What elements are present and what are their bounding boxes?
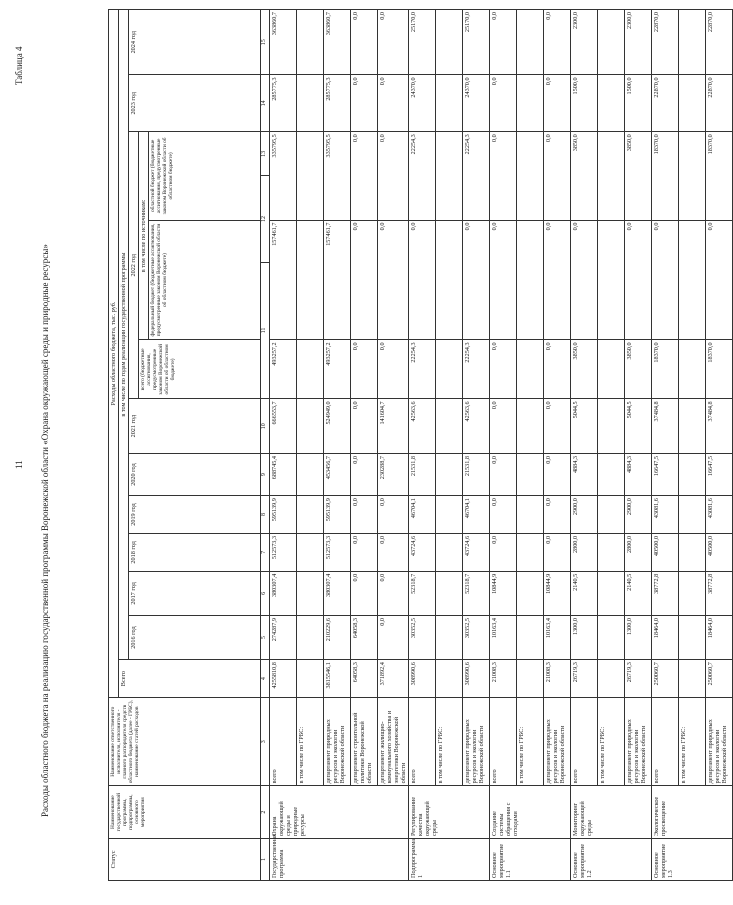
table-row xyxy=(706,10,733,881)
row-value xyxy=(297,340,324,399)
row-executor: департамент природных ресурсов и экологии Воронежской области xyxy=(625,698,652,786)
row-value: 0,0 xyxy=(378,571,409,615)
row-value: 3815546,1 xyxy=(324,660,351,698)
row-value xyxy=(517,533,544,571)
row-value xyxy=(517,571,544,615)
row-value xyxy=(517,660,544,698)
row-value: 493257,2 xyxy=(270,340,297,399)
row-value: 0,0 xyxy=(544,399,571,454)
row-value: 0,0 xyxy=(490,496,517,534)
row-value xyxy=(297,132,324,220)
row-value: 274287,9 xyxy=(270,615,297,659)
row-value xyxy=(436,220,463,340)
row-value: 3850,0 xyxy=(571,340,598,399)
row-value: 0,0 xyxy=(544,496,571,534)
row-value: 512573,3 xyxy=(270,533,297,571)
year-2019: 2019 год xyxy=(129,496,261,534)
row-value: 0,0 xyxy=(351,10,378,75)
row-value xyxy=(297,496,324,534)
row-value xyxy=(436,340,463,399)
year-2020: 2020 год xyxy=(129,454,261,496)
row-value: 380307,4 xyxy=(270,571,297,615)
row-value xyxy=(517,220,544,340)
row-status: Государственная программа xyxy=(270,838,409,880)
row-value: 0,0 xyxy=(351,399,378,454)
row-value: 2140,5 xyxy=(571,571,598,615)
row-value: 37484,8 xyxy=(652,399,679,454)
row-value: 157461,7 xyxy=(270,220,297,340)
table-row xyxy=(652,10,679,881)
row-value: 30352,5 xyxy=(463,615,490,659)
row-value: 0,0 xyxy=(351,496,378,534)
row-value: 250060,7 xyxy=(706,660,733,698)
row-executor: всего xyxy=(409,698,436,786)
year-2017: 2017 год xyxy=(129,571,261,615)
row-value: 16647,5 xyxy=(652,454,679,496)
table-number: Таблица 4 xyxy=(14,46,24,85)
row-value: 25170,0 xyxy=(463,10,490,75)
row-value: 363860,7 xyxy=(324,10,351,75)
row-value: 0,0 xyxy=(351,571,378,615)
header-row-1 xyxy=(109,10,119,881)
row-program-name: Охрана окружающей среды и природные ресурсы xyxy=(270,786,409,839)
row-value xyxy=(517,10,544,75)
row-executor: департамент природных ресурсов и экологии Воронежской области xyxy=(706,698,733,786)
row-value xyxy=(436,496,463,534)
row-value: 380307,4 xyxy=(324,571,351,615)
row-program-name: Мониторинг окружающей среды xyxy=(571,786,652,839)
year-2023: 2023 год xyxy=(129,75,261,132)
row-value: 0,0 xyxy=(571,220,598,340)
row-value: 666553,7 xyxy=(270,399,297,454)
row-value: 2900,0 xyxy=(571,496,598,534)
row-value: 0,0 xyxy=(351,220,378,340)
header-executor: Наименование ответственного исполнителя, исполнителя - главного распорядителя средств областного бюджета (далее - ГРБС), наименование статей расходов xyxy=(109,698,261,786)
row-value xyxy=(436,660,463,698)
row-value: 21008,3 xyxy=(544,660,571,698)
row-value xyxy=(598,399,625,454)
row-value: 21008,3 xyxy=(490,660,517,698)
row-value xyxy=(679,399,706,454)
row-status: Подпрограмма 1 xyxy=(409,838,490,880)
index-row: 1 2 3 4 5 6 7 8 9 10 11 12 13 14 15 xyxy=(261,10,270,881)
row-value: 0,0 xyxy=(544,75,571,132)
row-value: 0,0 xyxy=(378,496,409,534)
row-value: 2300,0 xyxy=(625,10,652,75)
row-value: 0,0 xyxy=(378,220,409,340)
row-value: 4884,3 xyxy=(571,454,598,496)
row-value: 22254,3 xyxy=(409,340,436,399)
row-value: 64058,3 xyxy=(351,660,378,698)
table-row xyxy=(297,10,324,881)
row-value: 230288,7 xyxy=(378,454,409,496)
row-value: 43724,6 xyxy=(409,533,436,571)
row-value: 21531,8 xyxy=(463,454,490,496)
row-value xyxy=(436,399,463,454)
row-value xyxy=(598,571,625,615)
row-value xyxy=(436,10,463,75)
row-value: 0,0 xyxy=(378,75,409,132)
year-2024: 2024 год xyxy=(129,10,261,75)
header-2022-regional: областной бюджет (бюджетные ассигнования, предусмотренные законом Воронежской области об областном бюджете) xyxy=(149,132,261,220)
row-value: 18464,0 xyxy=(706,615,733,659)
header-total: Всего xyxy=(119,660,261,698)
row-value: 0,0 xyxy=(463,220,490,340)
row-value: 0,0 xyxy=(544,340,571,399)
row-value: 21531,8 xyxy=(409,454,436,496)
row-status: Основное мероприятие 1.2 xyxy=(571,838,652,880)
row-value: 0,0 xyxy=(490,454,517,496)
row-value: 43081,6 xyxy=(652,496,679,534)
row-value: 38772,8 xyxy=(652,571,679,615)
row-value xyxy=(297,10,324,75)
row-value: 335795,5 xyxy=(270,132,297,220)
row-value: 0,0 xyxy=(652,220,679,340)
row-value xyxy=(679,533,706,571)
year-2018: 2018 год xyxy=(129,533,261,571)
table-row xyxy=(351,10,378,881)
row-value: 0,0 xyxy=(351,132,378,220)
row-value: 0,0 xyxy=(544,220,571,340)
row-value: 30352,5 xyxy=(409,615,436,659)
row-value xyxy=(436,571,463,615)
row-value: 0,0 xyxy=(490,75,517,132)
row-value: 22870,0 xyxy=(652,75,679,132)
row-value: 10844,9 xyxy=(490,571,517,615)
row-value: 25170,0 xyxy=(409,10,436,75)
row-executor: в том числе по ГРБС: xyxy=(436,698,463,786)
row-value: 22870,0 xyxy=(706,10,733,75)
row-value: 0,0 xyxy=(490,533,517,571)
row-value xyxy=(598,75,625,132)
row-value xyxy=(297,454,324,496)
table-row xyxy=(490,10,517,881)
table-row xyxy=(270,10,297,881)
row-value: 16647,5 xyxy=(706,454,733,496)
row-value: 3850,0 xyxy=(571,132,598,220)
row-value: 2900,0 xyxy=(625,496,652,534)
row-value: 52318,7 xyxy=(409,571,436,615)
row-value xyxy=(679,340,706,399)
row-value: 371892,4 xyxy=(378,660,409,698)
row-value: 0,0 xyxy=(544,132,571,220)
row-status: Основное мероприятие 1.3 xyxy=(652,838,733,880)
row-status: Основное мероприятие 1.1 xyxy=(490,838,571,880)
row-value: 308990,6 xyxy=(409,660,436,698)
row-value: 24370,0 xyxy=(409,75,436,132)
row-executor: в том числе по ГРБС: xyxy=(517,698,544,786)
row-executor: в том числе по ГРБС: xyxy=(679,698,706,786)
row-value xyxy=(517,454,544,496)
row-value: 2800,0 xyxy=(625,533,652,571)
row-value: 285775,3 xyxy=(270,75,297,132)
row-value xyxy=(679,220,706,340)
row-value: 0,0 xyxy=(378,10,409,75)
row-value xyxy=(297,571,324,615)
row-value: 0,0 xyxy=(378,533,409,571)
year-2022: 2022 год xyxy=(129,132,139,399)
row-value xyxy=(598,496,625,534)
table-body xyxy=(270,10,733,881)
row-value: 0,0 xyxy=(378,615,409,659)
row-value: 26719,3 xyxy=(571,660,598,698)
row-value xyxy=(679,615,706,659)
row-value: 4884,3 xyxy=(625,454,652,496)
row-value: 0,0 xyxy=(378,132,409,220)
row-value: 10163,4 xyxy=(490,615,517,659)
row-value xyxy=(598,10,625,75)
row-value: 22254,3 xyxy=(463,340,490,399)
row-executor: всего xyxy=(490,698,517,786)
row-value: 5044,5 xyxy=(571,399,598,454)
row-value: 0,0 xyxy=(351,75,378,132)
table-row xyxy=(409,10,436,881)
row-value: 3850,0 xyxy=(625,132,652,220)
row-value xyxy=(598,220,625,340)
row-value: 22254,3 xyxy=(463,132,490,220)
row-value: 22870,0 xyxy=(652,10,679,75)
header-program-name: Наименование государственной программы, подпрограммы, основного мероприятия xyxy=(109,786,261,839)
row-value xyxy=(517,496,544,534)
row-value: 524949,0 xyxy=(324,399,351,454)
row-value: 493257,2 xyxy=(324,340,351,399)
row-value xyxy=(297,615,324,659)
row-value: 0,0 xyxy=(490,132,517,220)
row-value: 2300,0 xyxy=(571,10,598,75)
expenditure-table xyxy=(108,9,733,881)
table-row xyxy=(378,10,409,881)
header-by-years: в том числе по годам реализации государственной программы xyxy=(119,10,129,660)
row-value: 453456,7 xyxy=(324,454,351,496)
row-value: 10844,9 xyxy=(544,571,571,615)
header-expenses: Расходы областного бюджета, тыс. руб. xyxy=(109,10,119,698)
row-value: 0,0 xyxy=(625,220,652,340)
row-value: 37484,8 xyxy=(706,399,733,454)
table-row xyxy=(625,10,652,881)
row-executor: департамент природных ресурсов и экологии Воронежской области xyxy=(544,698,571,786)
row-value xyxy=(436,132,463,220)
row-value xyxy=(679,132,706,220)
row-value: 0,0 xyxy=(490,10,517,75)
table-row xyxy=(463,10,490,881)
row-value: 64058,3 xyxy=(351,615,378,659)
row-value xyxy=(297,399,324,454)
table-row xyxy=(598,10,625,881)
document-title: Расходы областного бюджета на реализацию государственной программы Воронежской области «Охрана окружающей среды и природные ресурсы» xyxy=(40,244,50,817)
row-value: 24370,0 xyxy=(463,75,490,132)
row-value: 26719,3 xyxy=(625,660,652,698)
row-value xyxy=(436,75,463,132)
row-value: 42563,6 xyxy=(409,399,436,454)
header-2022-total: всего (бюджетные ассигнования, предусмотренные законом Воронежской области об областном бюджете) xyxy=(139,340,261,399)
row-value: 18370,0 xyxy=(706,132,733,220)
row-value: 595139,9 xyxy=(324,496,351,534)
row-value xyxy=(517,132,544,220)
row-value: 0,0 xyxy=(351,533,378,571)
row-value: 0,0 xyxy=(490,340,517,399)
row-value xyxy=(598,615,625,659)
year-2021: 2021 год xyxy=(129,399,261,454)
page-number: 11 xyxy=(14,460,24,469)
row-value: 0,0 xyxy=(544,10,571,75)
row-value xyxy=(436,533,463,571)
row-value: 157461,7 xyxy=(324,220,351,340)
row-value: 141604,7 xyxy=(378,399,409,454)
row-value xyxy=(297,75,324,132)
row-value: 43081,6 xyxy=(706,496,733,534)
table-row xyxy=(571,10,598,881)
row-value: 3850,0 xyxy=(625,340,652,399)
row-value: 2800,0 xyxy=(571,533,598,571)
row-executor: в том числе по ГРБС: xyxy=(297,698,324,786)
row-value: 285775,3 xyxy=(324,75,351,132)
row-value: 308990,6 xyxy=(463,660,490,698)
row-value: 595139,9 xyxy=(270,496,297,534)
row-value xyxy=(598,454,625,496)
row-value: 1500,0 xyxy=(571,75,598,132)
row-value xyxy=(679,660,706,698)
row-value xyxy=(297,220,324,340)
row-value xyxy=(517,399,544,454)
row-executor: департамент строительной политики Воронежской области xyxy=(351,698,378,786)
row-executor: всего xyxy=(270,698,297,786)
row-value: 0,0 xyxy=(409,220,436,340)
row-value xyxy=(679,75,706,132)
header-2022-federal: федеральный бюджет (бюджетные ассигнования, предусмотренные законом Воронежской области об областном бюджете) xyxy=(149,220,261,340)
row-value: 46704,1 xyxy=(409,496,436,534)
row-value: 363860,7 xyxy=(270,10,297,75)
row-value: 4255810,8 xyxy=(270,660,297,698)
row-program-name: Регулирование качества окружающей среды xyxy=(409,786,490,839)
row-value: 43724,6 xyxy=(463,533,490,571)
row-value: 0,0 xyxy=(706,220,733,340)
row-executor: департамент природных ресурсов и экологии Воронежской области xyxy=(324,698,351,786)
row-value: 18370,0 xyxy=(652,132,679,220)
row-value: 18464,0 xyxy=(652,615,679,659)
row-value: 0,0 xyxy=(351,340,378,399)
row-value: 0,0 xyxy=(378,340,409,399)
row-value: 0,0 xyxy=(490,220,517,340)
row-value: 40500,0 xyxy=(652,533,679,571)
row-value xyxy=(436,615,463,659)
table-row xyxy=(324,10,351,881)
row-value xyxy=(679,10,706,75)
row-value: 22254,3 xyxy=(409,132,436,220)
row-value: 1500,0 xyxy=(625,75,652,132)
row-value xyxy=(679,496,706,534)
table-row xyxy=(679,10,706,881)
row-value xyxy=(598,132,625,220)
row-executor: всего xyxy=(571,698,598,786)
row-value xyxy=(679,454,706,496)
row-value: 210229,6 xyxy=(324,615,351,659)
row-executor: в том числе по ГРБС: xyxy=(598,698,625,786)
row-value: 0,0 xyxy=(544,533,571,571)
row-value: 18370,0 xyxy=(652,340,679,399)
row-value: 42563,6 xyxy=(463,399,490,454)
row-executor: всего xyxy=(652,698,679,786)
row-value xyxy=(297,533,324,571)
row-value xyxy=(598,660,625,698)
row-program-name: Создание системы обращения с отходами xyxy=(490,786,571,839)
row-value xyxy=(679,571,706,615)
row-value: 18370,0 xyxy=(706,340,733,399)
header-2022-incl-sources: в том числе по источникам: xyxy=(139,132,149,340)
row-value: 512573,3 xyxy=(324,533,351,571)
row-value: 40500,0 xyxy=(706,533,733,571)
row-value: 46704,1 xyxy=(463,496,490,534)
table-row xyxy=(436,10,463,881)
row-value: 250060,7 xyxy=(652,660,679,698)
row-value xyxy=(598,533,625,571)
row-value xyxy=(517,75,544,132)
row-value: 5044,5 xyxy=(625,399,652,454)
row-value xyxy=(517,615,544,659)
row-value: 1300,0 xyxy=(571,615,598,659)
row-value: 1300,0 xyxy=(625,615,652,659)
row-value: 10163,4 xyxy=(544,615,571,659)
row-executor: департамент жилищно-коммунального хозяйства и энергетики Воронежской области xyxy=(378,698,409,786)
row-value: 0,0 xyxy=(351,454,378,496)
row-value: 0,0 xyxy=(544,454,571,496)
row-value xyxy=(436,454,463,496)
row-program-name: Экологическое просвещение xyxy=(652,786,733,839)
row-value: 688745,4 xyxy=(270,454,297,496)
row-value: 52318,7 xyxy=(463,571,490,615)
row-value: 0,0 xyxy=(490,399,517,454)
year-2016: 2016 год xyxy=(129,615,261,659)
row-value xyxy=(517,340,544,399)
table-row xyxy=(544,10,571,881)
row-value xyxy=(598,340,625,399)
header-status: Статус xyxy=(109,838,261,880)
row-value xyxy=(297,660,324,698)
row-value: 2140,5 xyxy=(625,571,652,615)
table-row xyxy=(517,10,544,881)
row-value: 335795,5 xyxy=(324,132,351,220)
row-value: 22870,0 xyxy=(706,75,733,132)
row-value: 38772,8 xyxy=(706,571,733,615)
row-executor: департамент природных ресурсов и экологии Воронежской области xyxy=(463,698,490,786)
